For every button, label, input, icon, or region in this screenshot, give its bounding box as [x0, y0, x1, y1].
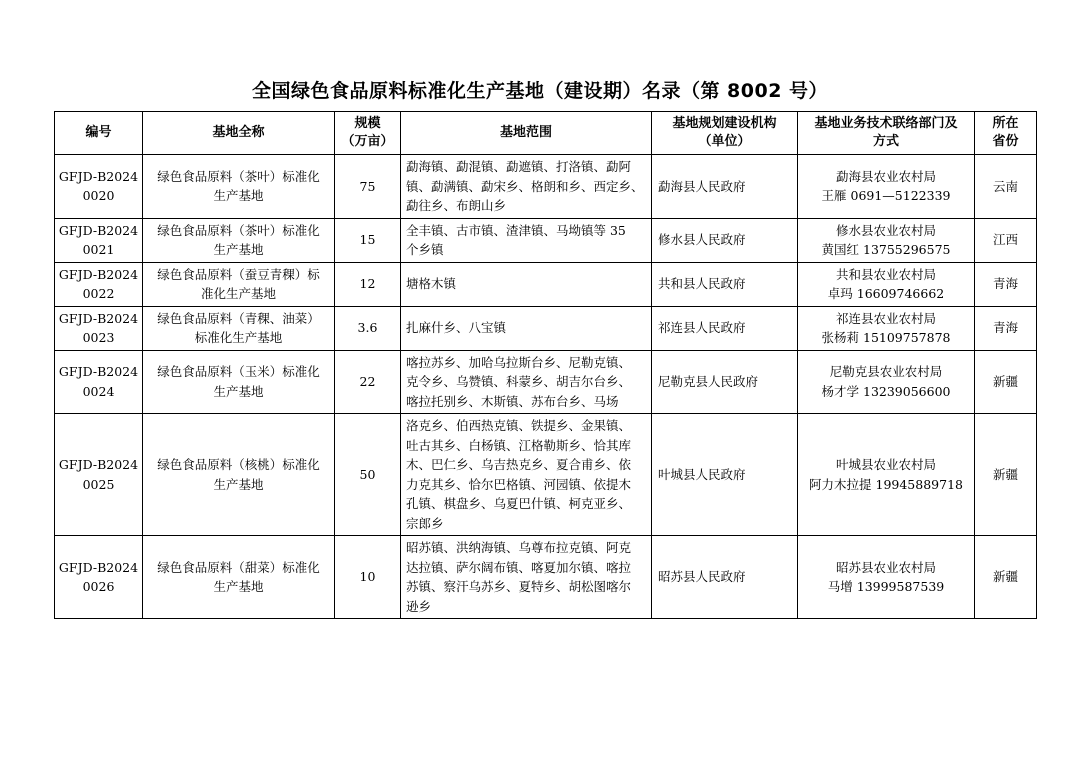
cell-contact-line: 共和县农业农村局 [835, 266, 936, 282]
header-contact-line2: 方式 [872, 134, 899, 149]
cell-code [55, 350, 143, 414]
cell-province: 新疆 [975, 536, 1037, 619]
cell-scope [401, 350, 652, 414]
header-code: 编号 [55, 112, 143, 155]
table-row [55, 536, 1037, 619]
cell-org: 昭苏县人民政府 [652, 536, 798, 619]
cell-base-name-line: 绿色食品原料（甜菜）标准化 [157, 559, 320, 575]
cell-scope-line: 克令乡、乌赞镇、科蒙乡、胡吉尔台乡、 [406, 374, 632, 389]
cell-contact-line: 卓玛 16609746662 [827, 286, 945, 301]
cell-code-line: GFJD-B2024 [58, 364, 139, 380]
cell-contact [798, 155, 975, 219]
cell-scope-line: 洛克乡、伯西热克镇、铁提乡、金果镇、 [406, 418, 632, 433]
header-province-line1: 所在 [992, 116, 1019, 131]
cell-contact-line: 勐海县农业农村局 [835, 168, 936, 184]
cell-scope-line: 孔镇、棋盘乡、乌夏巴什镇、柯克亚乡、 [406, 496, 632, 511]
cell-code-line: GFJD-B2024 [58, 168, 139, 184]
cell-contact [798, 414, 975, 536]
cell-contact-line: 黄国红 13755296575 [821, 242, 951, 257]
table-row [55, 350, 1037, 414]
cell-org: 勐海县人民政府 [652, 155, 798, 219]
table-header-row [55, 112, 1037, 155]
cell-contact-line: 祁连县农业农村局 [835, 310, 936, 326]
cell-contact-line: 尼勒克县农业农村局 [829, 364, 943, 380]
cell-scope-line: 全丰镇、古市镇、渣津镇、马坳镇等 35 [406, 222, 626, 238]
cell-code-line: 0020 [82, 188, 115, 204]
cell-base-name [143, 218, 335, 262]
table-body [55, 155, 1037, 619]
header-contact [798, 112, 975, 155]
cell-scope [401, 414, 652, 536]
cell-scope [401, 306, 652, 350]
cell-base-name-line: 标准化生产基地 [194, 330, 283, 345]
cell-base-name-line: 绿色食品原料（核桃）标准化 [157, 457, 320, 472]
header-scale-line1: 规模 [354, 116, 381, 131]
table-row [55, 218, 1037, 262]
cell-code-line: GFJD-B2024 [58, 457, 139, 472]
cell-base-name-line: 生产基地 [213, 242, 264, 257]
cell-base-name-line: 生产基地 [213, 579, 264, 594]
cell-scale: 75 [335, 155, 401, 219]
cell-province: 青海 [975, 306, 1037, 350]
table-row [55, 414, 1037, 536]
table-row [55, 155, 1037, 219]
cell-base-name-line: 绿色食品原料（青稞、油菜） [157, 310, 320, 326]
cell-code [55, 306, 143, 350]
cell-contact-line: 杨才学 13239056600 [821, 383, 951, 399]
cell-scope-line: 苏镇、察汗乌苏乡、夏特乡、胡松图喀尔 [406, 579, 632, 594]
cell-province: 云南 [975, 155, 1037, 219]
cell-scope-line: 达拉镇、萨尔阔布镇、喀夏加尔镇、喀拉 [406, 559, 632, 575]
cell-scale: 12 [335, 262, 401, 306]
cell-contact-line: 叶城县农业农村局 [835, 457, 936, 472]
cell-org: 尼勒克县人民政府 [652, 350, 798, 414]
cell-province: 江西 [975, 218, 1037, 262]
cell-org: 叶城县人民政府 [652, 414, 798, 536]
cell-province: 新疆 [975, 414, 1037, 536]
base-directory-table [54, 111, 1037, 619]
cell-scope [401, 155, 652, 219]
cell-contact-line: 王雁 0691—5122339 [821, 188, 951, 204]
cell-code-line: 0026 [82, 579, 115, 594]
cell-scale: 22 [335, 350, 401, 414]
cell-base-name-line: 生产基地 [213, 383, 264, 399]
cell-scope-line: 力克其乡、恰尔巴格镇、河园镇、依提木 [406, 476, 632, 492]
cell-scope-line: 镇、勐满镇、勐宋乡、格朗和乡、西定乡、 [406, 178, 644, 194]
cell-scope [401, 536, 652, 619]
header-org [652, 112, 798, 155]
cell-base-name-line: 绿色食品原料（玉米）标准化 [157, 364, 320, 380]
cell-code-line: 0025 [82, 476, 115, 492]
document-title: 全国绿色食品原料标准化生产基地（建设期）名录（第 8002 号） [251, 80, 829, 102]
cell-code-line: 0022 [82, 286, 115, 301]
cell-code-line: GFJD-B2024 [58, 266, 139, 282]
cell-base-name-line: 准化生产基地 [200, 286, 276, 301]
cell-scope-line: 塘格木镇 [406, 276, 457, 292]
table-row [55, 262, 1037, 306]
cell-contact-line: 修水县农业农村局 [835, 222, 936, 238]
cell-code-line: 0021 [82, 242, 115, 257]
cell-org: 共和县人民政府 [652, 262, 798, 306]
header-province [975, 112, 1037, 155]
cell-code-line: 0023 [82, 330, 115, 345]
cell-contact-line: 昭苏县农业农村局 [835, 559, 936, 575]
cell-scope-line: 昭苏镇、洪纳海镇、乌尊布拉克镇、阿克 [406, 540, 632, 555]
cell-scope [401, 218, 652, 262]
cell-base-name [143, 155, 335, 219]
cell-province: 青海 [975, 262, 1037, 306]
cell-scale: 50 [335, 414, 401, 536]
cell-contact-line: 张杨莉 15109757878 [821, 330, 951, 345]
cell-contact [798, 536, 975, 619]
cell-base-name [143, 414, 335, 536]
cell-base-name-line: 绿色食品原料（茶叶）标准化 [157, 168, 320, 184]
cell-province: 新疆 [975, 350, 1037, 414]
cell-scale: 10 [335, 536, 401, 619]
cell-code [55, 218, 143, 262]
cell-scope [401, 262, 652, 306]
cell-contact [798, 218, 975, 262]
header-org-line2: （单位） [698, 134, 751, 149]
cell-code-line: GFJD-B2024 [58, 310, 139, 326]
cell-scope-line: 逊乡 [406, 598, 432, 614]
cell-org: 祁连县人民政府 [652, 306, 798, 350]
cell-base-name-line: 绿色食品原料（蚕豆青稞）标 [157, 266, 320, 282]
cell-base-name [143, 536, 335, 619]
cell-contact [798, 350, 975, 414]
cell-code [55, 414, 143, 536]
cell-base-name [143, 262, 335, 306]
cell-org: 修水县人民政府 [652, 218, 798, 262]
cell-scope-line: 扎麻什乡、八宝镇 [406, 320, 507, 336]
cell-scale: 3.6 [335, 306, 401, 350]
cell-contact [798, 262, 975, 306]
cell-code [55, 536, 143, 619]
cell-scope-line: 木、巴仁乡、乌吉热克乡、夏合甫乡、依 [406, 457, 632, 472]
header-scale [335, 112, 401, 155]
cell-scope-line: 勐海镇、勐混镇、勐遮镇、打洛镇、勐阿 [406, 159, 632, 174]
cell-code-line: GFJD-B2024 [58, 559, 139, 575]
header-province-line2: 省份 [992, 134, 1019, 149]
cell-contact [798, 306, 975, 350]
cell-contact-line: 马增 13999587539 [827, 579, 945, 594]
cell-scope-line: 勐往乡、布朗山乡 [406, 198, 507, 213]
header-scope: 基地范围 [401, 112, 652, 155]
cell-code-line: GFJD-B2024 [58, 222, 139, 238]
cell-code-line: 0024 [82, 383, 115, 399]
cell-base-name-line: 生产基地 [213, 188, 264, 204]
cell-base-name-line: 生产基地 [213, 476, 264, 492]
cell-base-name [143, 350, 335, 414]
header-org-line1: 基地规划建设机构 [672, 116, 777, 131]
cell-scope-line: 吐古其乡、白杨镇、江格勒斯乡、恰其库 [406, 437, 632, 453]
header-name: 基地全称 [143, 112, 335, 155]
cell-code [55, 155, 143, 219]
cell-scope-line: 个乡镇 [406, 242, 444, 257]
cell-scope-line: 宗郎乡 [406, 515, 444, 531]
cell-code [55, 262, 143, 306]
cell-base-name-line: 绿色食品原料（茶叶）标准化 [157, 222, 320, 238]
header-contact-line1: 基地业务技术联络部门及 [814, 116, 958, 131]
cell-base-name [143, 306, 335, 350]
header-scale-line2: （万亩） [341, 134, 394, 149]
cell-scale: 15 [335, 218, 401, 262]
cell-scope-line: 喀拉托别乡、木斯镇、苏布台乡、马场 [406, 393, 619, 409]
table-row [55, 306, 1037, 350]
cell-scope-line: 喀拉苏乡、加哈乌拉斯台乡、尼勒克镇、 [406, 354, 632, 370]
cell-contact-line: 阿力木拉提 19945889718 [809, 476, 963, 492]
